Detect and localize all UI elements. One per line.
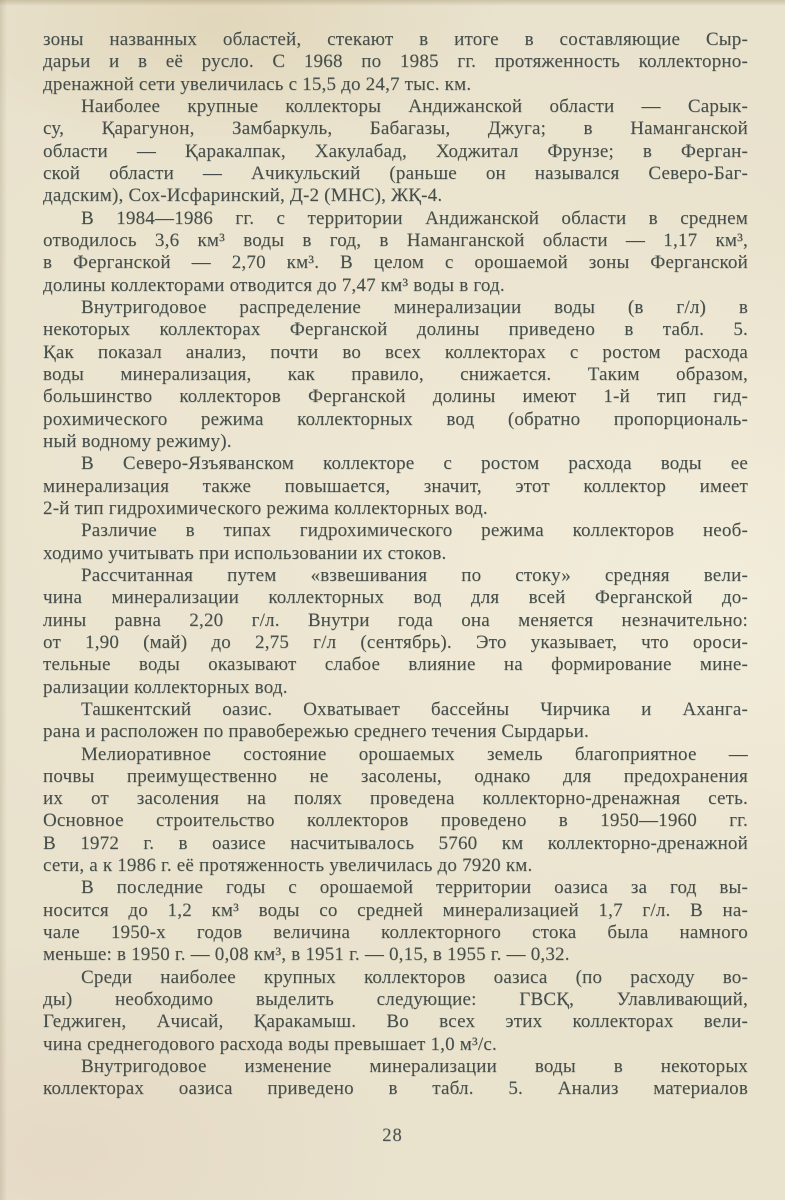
text-line: дарьи и в её русло. С 1968 по 1985 гг. протяженность коллекторно- [43,51,748,73]
text-line: Геджиген, Ачисай, Қаракамыш. Во всех этих коллекторах вели- [43,1011,748,1033]
text-line: су, Қарагунон, Замбаркуль, Бабагазы, Джуга; в Наманганской [43,118,748,140]
text-line: В 1972 г. в оазисе насчитывалось 5760 км коллекторно-дренажной [43,832,748,854]
text-line: зоны названных областей, стекают в итоге в составляющие Сыр- [43,29,748,50]
text-line: ской области — Ачикульский (раньше он назывался Северо-Баг- [43,162,748,184]
text-line: долины коллекторами отводится до 7,47 км³ воды в год. [43,274,505,296]
text-line: области — Қаракалпак, Хакулабад, Ходжитал Фрунзе; в Ферган- [43,140,748,162]
text-line: в Ферганской — 2,70 км³. В целом с орошаемой зоны Ферганской [43,252,748,274]
text-line: дренажной сети увеличилась с 15,5 до 24,7 тыс. км. [43,73,472,95]
text-line: чале 1950-х годов величина коллекторного стока была намного [43,922,748,944]
text-line: В 1984—1986 гг. с территории Андижанской области в среднем [81,207,748,229]
text-line: Внутригодовое распределение минерализации воды (в г/л) в [81,296,748,318]
text-line: почвы преимущественно не засолены, однако для предохранения [43,765,748,787]
text-line: Внутригодовое изменение минерализации воды в некоторых [81,1056,748,1078]
text-line: сети, а к 1986 г. её протяженность увеличилась до 7920 км. [43,855,533,877]
text-line: тельные воды оказывают слабое влияние на формирование мине- [43,654,748,676]
text-line: Ташкентский оазис. Охватывает бассейны Чирчика и Аханга- [81,698,748,720]
text-line: дадским), Сох-Исфаринский, Д-2 (МНС), ЖҚ-4. [43,185,443,207]
text-line: Наиболее крупные коллекторы Андижанской области — Сарык- [81,95,748,117]
text-line: рана и расположен по правобережью среднего течения Сырдарьи. [43,721,590,743]
text-line: их от засоления на полях проведена коллекторно-дренажная сеть. [43,788,748,810]
page-number: 28 [382,1126,403,1146]
text-line: меньше: в 1950 г. — 0,08 км³, в 1951 г. — 0,15, в 1955 г. — 0,32. [43,944,570,966]
text-line: носится до 1,2 км³ воды со средней минерализацией 1,7 г/л. В на- [43,899,748,921]
text-line: Қак показал анализ, почти во всех коллекторах с ростом расхода [43,341,748,363]
text-line: ды) необходимо выделить следующие: ГВСҚ, Улавливающий, [43,989,748,1011]
text-line: В последние годы с орошаемой территории оазиса за год вы- [81,877,748,899]
text-line: Среди наиболее крупных коллекторов оазиса (по расходу во- [81,966,748,988]
body-text [43,29,748,1101]
text-line: минерализация также повышается, значит, этот коллектор имеет [43,475,748,497]
text-line: В Северо-Язъяванском коллекторе с ростом расхода воды ее [81,453,748,475]
text-line: Рассчитанная путем «взвешивания по стоку» средняя вели- [81,564,748,586]
text-line: ный водному режиму). [43,430,232,452]
text-line: лины равна 2,20 г/л. Внутри года она меняется незначительно: [43,609,748,631]
text-line: Различие в типах гидрохимического режима коллекторов необ- [81,520,748,542]
text-line: ходимо учитывать при использовании их стоков. [43,542,447,564]
text-line: рохимического режима коллекторных вод (обратно пропорциональ- [43,408,748,430]
text-line: рализации коллекторных вод. [43,676,288,698]
text-line: чина среднегодового расхода воды превышает 1,0 м³/с. [43,1033,497,1055]
text-line: отводилось 3,6 км³ воды в год, в Наманганской области — 1,17 км³, [43,229,748,251]
text-line: большинство коллекторов Ферганской долины имеют 1-й тип гид- [43,386,748,408]
text-line: коллекторах оазиса приведено в табл. 5. Анализ материалов [43,1078,748,1100]
text-line: Мелиоративное состояние орошаемых земель благоприятное — [81,743,748,765]
text-line: некоторых коллекторах Ферганской долины приведено в табл. 5. [43,319,748,341]
text-line: воды минерализация, как правило, снижается. Таким образом, [43,363,748,385]
text-line: 2-й тип гидрохимического режима коллекторных вод. [43,497,488,519]
text-line: чина минерализации коллекторных вод для всей Ферганской до- [43,587,748,609]
text-line: от 1,90 (май) до 2,75 г/л (сентябрь). Это указывает, что ороси- [43,631,748,653]
text-line: Основное строительство коллекторов проведено в 1950—1960 гг. [43,810,748,832]
